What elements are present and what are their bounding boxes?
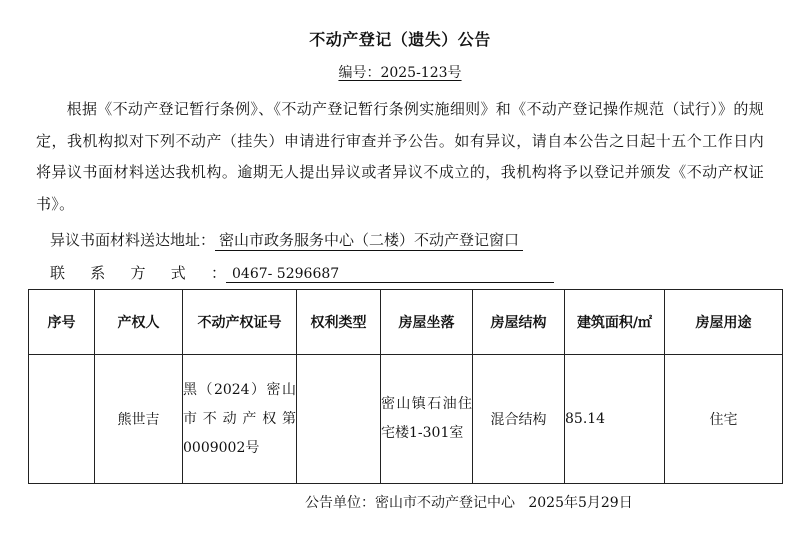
objection-address-value: 密山市政务服务中心（二楼）不动产登记窗口 [215, 229, 523, 251]
header-usage: 房屋用途 [665, 290, 783, 355]
cell-structure: 混合结构 [473, 355, 565, 484]
document-number [0, 62, 800, 82]
cell-cert-no: 黑（2024）密山市不动产权第0009002号 [183, 355, 297, 484]
cell-right-type [297, 355, 381, 484]
contact-info [50, 262, 554, 283]
issuer-and-date: 公告单位：密山市不动产登记中心 2025年5月29日 [305, 495, 633, 511]
cell-usage: 住宅 [665, 355, 783, 484]
cell-area: 85.14 [565, 355, 665, 484]
notice-body-text: 根据《不动产登记暂行条例》、《不动产登记暂行条例实施细则》和《不动产登记操作规范（试行）》的规定，我机构拟对下列不动产（挂失）申请进行审查并予公告。如有异议，请自本公告之日起十五个工作日内将异议书面材料送达我机构。逾期无人提出异议或者异议不成立的，我机构将予以登记并颁发《不动产权证书》。 [36, 100, 764, 213]
header-owner: 产权人 [95, 290, 183, 355]
notice-title: 不动产登记（遗失）公告 [309, 30, 491, 49]
contact-label: 联系方式： [50, 264, 226, 282]
header-right-type: 权利类型 [297, 290, 381, 355]
header-cert-no: 不动产权证号 [183, 290, 297, 355]
header-area: 建筑面积/㎡ [565, 290, 665, 355]
notice-body [36, 94, 764, 220]
cell-owner: 熊世吉 [95, 355, 183, 484]
header-location: 房屋坐落 [381, 290, 473, 355]
cell-location: 密山镇石油住宅楼1-301室 [381, 355, 473, 484]
cell-index [29, 355, 95, 484]
header-structure: 房屋结构 [473, 290, 565, 355]
objection-address-label: 异议书面材料送达地址： [50, 231, 216, 249]
document-number-text: 编号：2025-123号 [338, 65, 462, 81]
table-header-row [29, 290, 783, 355]
contact-phone: 0467- 5296687 [226, 266, 554, 283]
header-index: 序号 [29, 290, 95, 355]
objection-address [50, 229, 523, 251]
property-table [28, 289, 783, 484]
table-row [29, 355, 783, 484]
